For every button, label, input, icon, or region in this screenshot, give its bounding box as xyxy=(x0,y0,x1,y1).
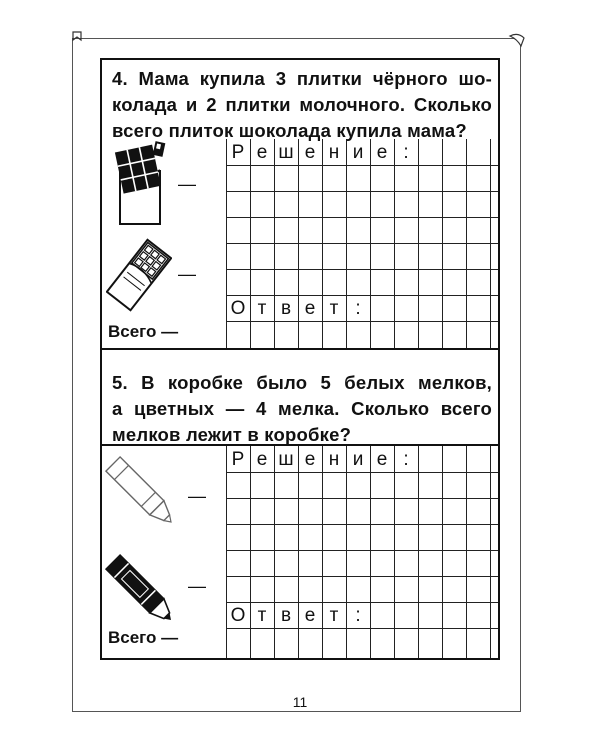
solution-letter: и xyxy=(352,142,364,163)
answer-letter: е xyxy=(304,605,316,626)
solution-letter: и xyxy=(352,449,364,470)
solution-letter: н xyxy=(328,142,340,163)
task-5-question-line: 5. В коробке было 5 белых мелков, xyxy=(112,372,492,393)
task-5-total-label: Всего — xyxy=(108,628,179,647)
task-5-item1-dash: — xyxy=(188,486,206,506)
answer-letter: О xyxy=(230,605,246,626)
task-4-question-line: колада и 2 плитки молочного. Сколько xyxy=(112,94,492,115)
solution-letter: ш xyxy=(278,142,294,163)
solution-letter: е xyxy=(376,142,388,163)
page-curl-icon xyxy=(508,30,528,50)
answer-letter: т xyxy=(329,605,339,626)
answer-letter: е xyxy=(304,298,316,319)
ribbon-corner-icon xyxy=(70,30,84,44)
milk-chocolate-bar-icon xyxy=(106,236,172,314)
solution-letter: Р xyxy=(231,449,245,470)
solution-letter: н xyxy=(328,449,340,470)
answer-letter: т xyxy=(329,298,339,319)
answer-letter: О xyxy=(230,298,246,319)
answer-letter: в xyxy=(280,605,292,626)
answer-letter: : xyxy=(355,298,361,319)
task-4-item1-dash: — xyxy=(178,174,196,194)
solution-letter: е xyxy=(256,449,268,470)
solution-letter: е xyxy=(304,142,316,163)
task-4-question-line: всего плиток шоколада купила мама? xyxy=(112,120,467,141)
task-4-illustrations xyxy=(102,140,224,350)
task-4-solution-grid xyxy=(226,139,498,348)
task-4-total-label: Всего — xyxy=(108,322,179,341)
answer-letter: т xyxy=(257,298,267,319)
task-4 xyxy=(100,58,500,350)
answer-letter: т xyxy=(257,605,267,626)
solution-letter: Р xyxy=(231,142,245,163)
solution-letter: е xyxy=(256,142,268,163)
answer-letter: : xyxy=(355,605,361,626)
task-5-question-line: а цветных — 4 мелка. Сколько всего xyxy=(112,398,492,419)
task-5-solution-grid xyxy=(226,446,498,658)
colored-crayon-icon xyxy=(102,548,182,634)
task-5-illustrations xyxy=(102,448,224,658)
task-4-question-line: 4. Мама купила 3 плитки чёрного шо- xyxy=(112,68,492,89)
page-number: 11 xyxy=(292,694,308,710)
task-4-item2-dash: — xyxy=(178,264,196,284)
solution-letter: ш xyxy=(278,449,294,470)
task-4-question xyxy=(102,66,502,144)
task-5-question xyxy=(102,370,502,448)
answer-letter: в xyxy=(280,298,292,319)
dark-chocolate-bar-icon xyxy=(108,140,168,228)
task-5-item2-dash: — xyxy=(188,576,206,596)
solution-letter: : xyxy=(403,449,409,470)
task-5-question-line: мелков лежит в коробке? xyxy=(112,424,352,445)
solution-letter: е xyxy=(376,449,388,470)
task-5 xyxy=(100,350,500,660)
solution-letter: : xyxy=(403,142,409,163)
white-crayon-icon xyxy=(102,450,182,536)
solution-letter: е xyxy=(304,449,316,470)
